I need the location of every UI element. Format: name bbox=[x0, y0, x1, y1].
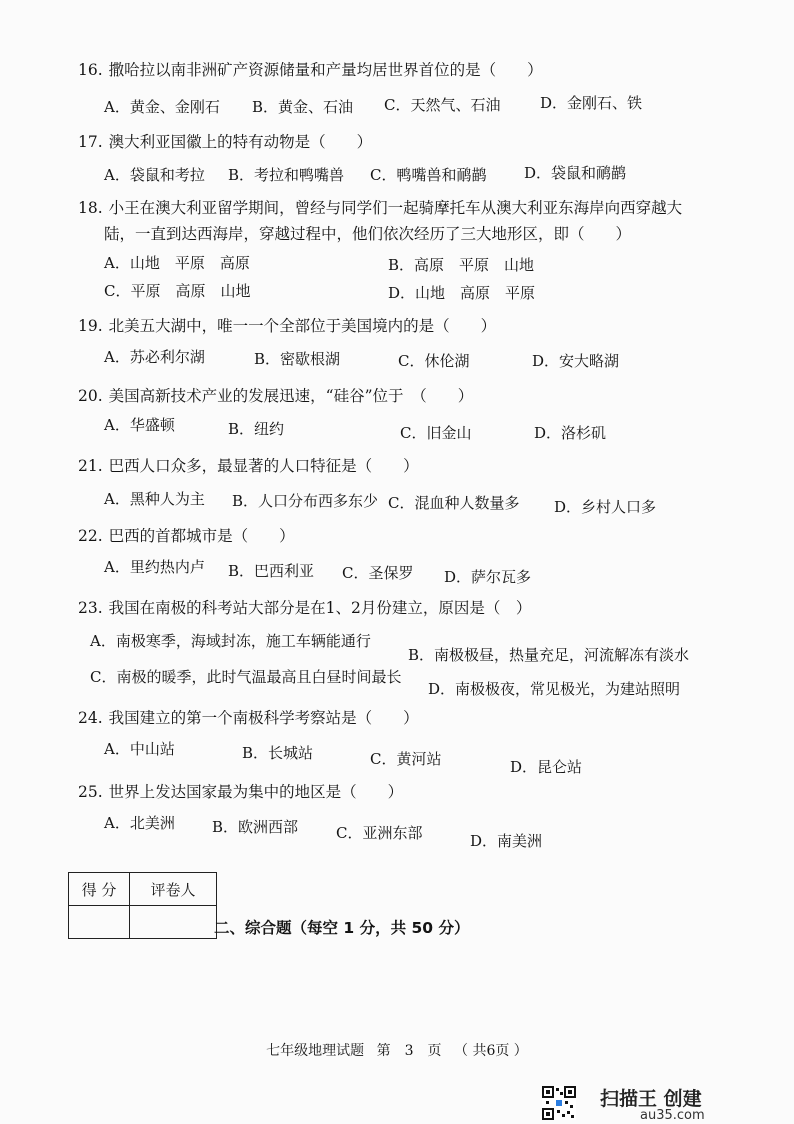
question-text: 美国高新技术产业的发展迅速，“硅谷”位于 （ ） bbox=[108, 387, 474, 405]
option-c: C．混血种人数量多 bbox=[388, 494, 520, 512]
scanner-url: au35.com bbox=[640, 1108, 705, 1123]
option-c: C．南极的暖季，此时气温最高且白昼时间最长 bbox=[90, 668, 402, 686]
option-b: B．长城站 bbox=[242, 744, 314, 762]
option-b: B．纽约 bbox=[228, 420, 285, 438]
option-a: A．黄金、金刚石 bbox=[104, 98, 220, 116]
option-c: C．旧金山 bbox=[400, 424, 472, 442]
question-25: 25. 世界上发达国家最为集中的地区是（ ） bbox=[78, 783, 404, 801]
section-title: 二、综合题（每空 1 分，共 50 分） bbox=[214, 919, 470, 937]
grader-cell bbox=[130, 906, 217, 939]
option-d: D．山地 高原 平原 bbox=[388, 284, 536, 302]
option-d: D．昆仑站 bbox=[510, 758, 583, 776]
option-b: B．高原 平原 山地 bbox=[388, 256, 535, 274]
option-b: B．南极极昼，热量充足，河流解冻有淡水 bbox=[408, 646, 690, 664]
option-c: C．黄河站 bbox=[370, 750, 442, 768]
question-20: 20. 美国高新技术产业的发展迅速，“硅谷”位于 （ ） bbox=[78, 387, 474, 405]
question-19: 19. 北美五大湖中，唯一一个全部位于美国境内的是（ ） bbox=[78, 317, 497, 335]
question-18-line2: 陆，一直到达西海岸，穿越过程中，他们依次经历了三大地形区，即（ ） bbox=[104, 225, 632, 243]
question-21: 21. 巴西人口众多，最显著的人口特征是（ ） bbox=[78, 457, 419, 475]
option-b: B．人口分布西多东少 bbox=[232, 492, 379, 510]
question-16: 16. 撒哈拉以南非洲矿产资源储量和产量均居世界首位的是（ ） bbox=[78, 61, 543, 79]
footer-title: 七年级地理试题 bbox=[266, 1043, 365, 1059]
question-text: 撒哈拉以南非洲矿产资源储量和产量均居世界首位的是（ ） bbox=[108, 61, 543, 79]
question-text: 我国在南极的科考站大部分是在1、2月份建立，原因是（ ） bbox=[108, 599, 532, 617]
qr-code-icon bbox=[542, 1086, 576, 1120]
question-text: 小王在澳大利亚留学期间，曾经与同学们一起骑摩托车从澳大利亚东海岸向西穿越大 bbox=[108, 199, 683, 217]
option-a: A．北美洲 bbox=[104, 814, 175, 832]
score-header: 得 分 bbox=[69, 873, 130, 906]
option-c: C．鸭嘴兽和鸸鹋 bbox=[370, 166, 487, 184]
option-d: D．袋鼠和鸸鹋 bbox=[524, 164, 627, 182]
option-c: C．圣保罗 bbox=[342, 564, 414, 582]
option-a: A．山地 平原 高原 bbox=[104, 254, 250, 272]
option-d: D．安大略湖 bbox=[532, 352, 620, 370]
option-c: C．亚洲东部 bbox=[336, 824, 423, 842]
option-d: D．乡村人口多 bbox=[554, 498, 657, 516]
option-b: B．巴西利亚 bbox=[228, 562, 315, 580]
question-text: 巴西人口众多，最显著的人口特征是（ ） bbox=[108, 457, 419, 475]
scanner-brand: 扫描王 创建 bbox=[600, 1088, 702, 1110]
footer-page: 第 3 页 bbox=[376, 1043, 442, 1059]
question-17: 17. 澳大利亚国徽上的特有动物是（ ） bbox=[78, 133, 373, 151]
question-24: 24. 我国建立的第一个南极科学考察站是（ ） bbox=[78, 709, 419, 727]
grader-header: 评卷人 bbox=[130, 873, 217, 906]
option-a: A．里约热内卢 bbox=[104, 558, 205, 576]
option-d: D．洛杉矶 bbox=[534, 424, 607, 442]
option-d: D．金刚石、铁 bbox=[540, 94, 643, 112]
question-text: 世界上发达国家最为集中的地区是（ ） bbox=[108, 783, 404, 801]
option-d: D．南美洲 bbox=[470, 832, 543, 850]
option-a: A．中山站 bbox=[104, 740, 175, 758]
option-a: A．苏必利尔湖 bbox=[104, 348, 205, 366]
question-23: 23. 我国在南极的科考站大部分是在1、2月份建立，原因是（ ） bbox=[78, 599, 532, 617]
option-a: A．华盛顿 bbox=[104, 416, 175, 434]
option-b: B．欧洲西部 bbox=[212, 818, 299, 836]
question-text: 澳大利亚国徽上的特有动物是（ ） bbox=[108, 133, 373, 151]
question-18: 18. 小王在澳大利亚留学期间，曾经与同学们一起骑摩托车从澳大利亚东海岸向西穿越大 bbox=[78, 199, 683, 217]
option-a: A．袋鼠和考拉 bbox=[104, 166, 205, 184]
option-b: B．考拉和鸭嘴兽 bbox=[228, 166, 345, 184]
option-c: C．平原 高原 山地 bbox=[104, 282, 251, 300]
score-table bbox=[68, 872, 217, 939]
score-cell bbox=[69, 906, 130, 939]
option-c: C．天然气、石油 bbox=[384, 96, 501, 114]
option-b: B．密歇根湖 bbox=[254, 350, 341, 368]
question-text: 我国建立的第一个南极科学考察站是（ ） bbox=[108, 709, 419, 727]
option-d: D．萨尔瓦多 bbox=[444, 568, 532, 586]
footer-total: （ 共6页 ） bbox=[454, 1043, 528, 1059]
option-a: A．南极寒季，海域封冻，施工车辆能通行 bbox=[90, 632, 371, 650]
question-text: 巴西的首都城市是（ ） bbox=[108, 527, 295, 545]
option-d: D．南极极夜，常见极光，为建站照明 bbox=[428, 680, 681, 698]
option-c: C．休伦湖 bbox=[398, 352, 470, 370]
option-b: B．黄金、石油 bbox=[252, 98, 354, 116]
option-a: A．黑种人为主 bbox=[104, 490, 205, 508]
question-22: 22. 巴西的首都城市是（ ） bbox=[78, 527, 295, 545]
question-text: 北美五大湖中，唯一一个全部位于美国境内的是（ ） bbox=[108, 317, 497, 335]
page-footer bbox=[0, 1040, 794, 1060]
